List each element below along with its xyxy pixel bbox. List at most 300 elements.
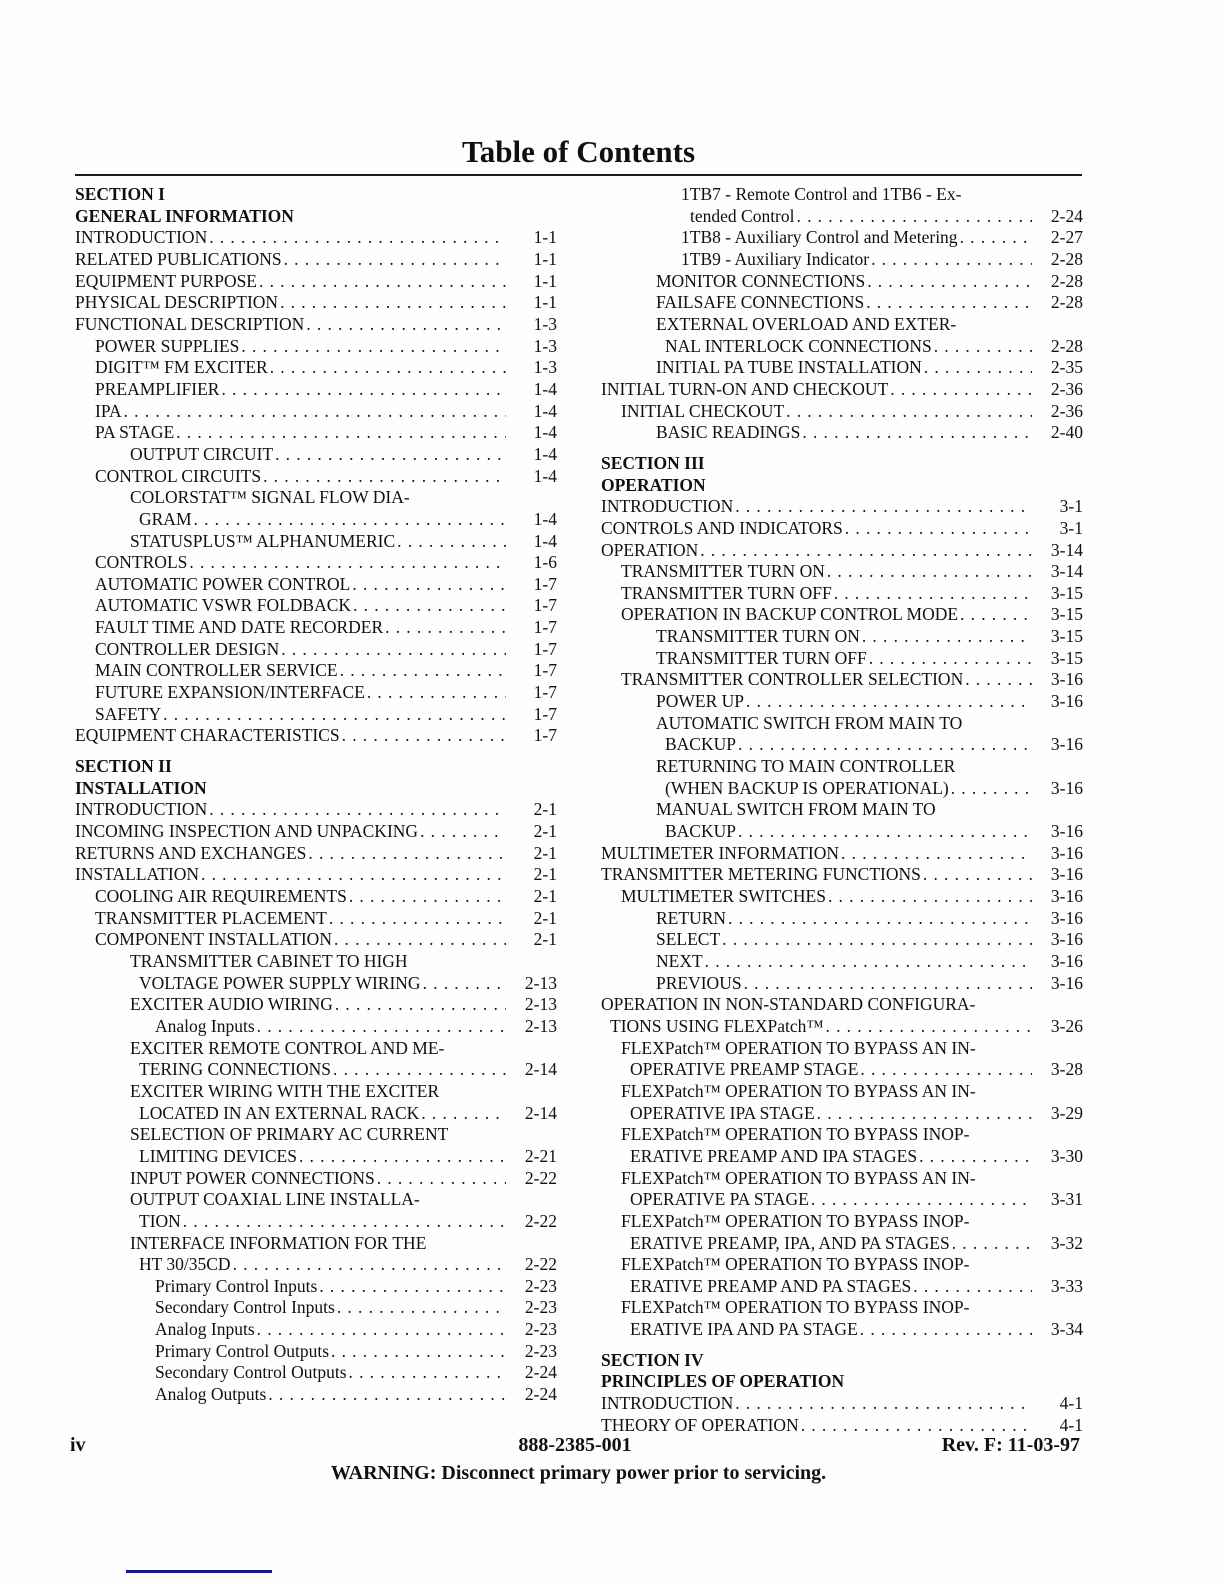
toc-entry-label: LIMITING DEVICES: [139, 1145, 297, 1166]
page-number: 2-27: [1050, 227, 1083, 248]
page-number: 2-1: [533, 907, 557, 928]
toc-entry: [601, 648, 1083, 670]
toc-entry-label: MULTIMETER SWITCHES: [621, 886, 826, 906]
page-number: 3-1: [1059, 496, 1083, 517]
toc-entry-line: TRANSMITTER CABINET TO HIGH: [130, 950, 408, 971]
toc-entry-row: [155, 1362, 557, 1384]
toc-entry-row: [95, 617, 557, 639]
page-number: 1-1: [533, 292, 557, 313]
dot-leader: [331, 1341, 506, 1363]
toc-entry: [601, 973, 1083, 995]
page-number: 3-15: [1050, 582, 1083, 603]
toc-entry-line: EXCITER WIRING WITH THE EXCITER: [130, 1080, 440, 1101]
page-number: 1-7: [533, 725, 557, 746]
page-number: 2-14: [524, 1059, 557, 1080]
toc-entry: [601, 1393, 1083, 1415]
toc-entry: [75, 1124, 557, 1167]
page-number: 3-16: [1050, 972, 1083, 993]
toc-entry: [75, 1189, 557, 1232]
toc-entry-row: [621, 886, 1083, 908]
page-number: 3-14: [1050, 561, 1083, 582]
toc-entry-line: EXTERNAL OVERLOAD AND EXTER-: [656, 313, 957, 334]
page-number: 3-32: [1050, 1232, 1083, 1253]
toc-entry-label: Analog Inputs: [155, 1015, 255, 1036]
dot-leader: [367, 682, 506, 704]
footer-document-number: 888-2385-001: [518, 1434, 632, 1456]
dot-leader: [349, 1362, 506, 1384]
toc-entry-label: RETURN: [656, 907, 726, 928]
page-number: 1-4: [533, 465, 557, 486]
page-number: 3-31: [1050, 1189, 1083, 1210]
section-header: [601, 1350, 1083, 1393]
toc-entry-label: BASIC READINGS: [656, 422, 801, 443]
toc-entry-label: TRANSMITTER TURN ON: [656, 626, 860, 647]
toc-entry-label: OUTPUT CIRCUIT: [130, 443, 274, 464]
page-number: 2-22: [524, 1210, 557, 1231]
toc-entry: [75, 314, 557, 336]
toc-entry: [601, 994, 1083, 1037]
page-number: 1-1: [533, 227, 557, 248]
section-header-line: PRINCIPLES OF OPERATION: [601, 1371, 845, 1392]
page-number: 1-4: [533, 443, 557, 464]
page-number: 1-6: [533, 552, 557, 573]
toc-entry-row: [656, 929, 1083, 951]
section-header: [75, 756, 557, 799]
page-number: 3-16: [1050, 907, 1083, 928]
toc-entry: [75, 552, 557, 574]
toc-entry: [75, 1081, 557, 1124]
page-number: 3-14: [1050, 539, 1083, 560]
dot-leader: [201, 864, 506, 886]
dot-leader: [952, 1233, 1032, 1255]
toc-entry-label: INTRODUCTION: [75, 227, 208, 248]
toc-entry-row: [621, 1276, 1083, 1298]
toc-entry: [601, 886, 1083, 908]
toc-entry: [601, 604, 1083, 626]
dot-leader: [423, 973, 506, 995]
toc-entry-label: INTRODUCTION: [601, 496, 734, 517]
dot-leader: [827, 561, 1032, 583]
toc-entry-row: [601, 1393, 1083, 1415]
toc-entry-label: COMPONENT INSTALLATION: [95, 929, 332, 950]
toc-entry-row: [155, 1016, 557, 1038]
toc-entry-line: FLEXPatch™ OPERATION TO BYPASS INOP-: [621, 1254, 970, 1275]
toc-entry: [601, 292, 1083, 314]
dot-leader: [270, 357, 506, 379]
toc-entry-row: [95, 574, 557, 596]
page-number: 2-1: [533, 929, 557, 950]
toc-entry: [75, 1297, 557, 1319]
toc-entry-label: tended Control: [690, 205, 795, 226]
toc-entry-row: [656, 292, 1083, 314]
toc-entry-row: [75, 271, 557, 293]
toc-entry-label: NAL INTERLOCK CONNECTIONS: [665, 335, 932, 356]
toc-entry-row: [656, 691, 1083, 713]
toc-entry: [601, 583, 1083, 605]
footer-revision: Rev. F: 11-03-97: [941, 1434, 1080, 1456]
toc-entry-row: [95, 929, 557, 951]
toc-entry-row: [130, 1146, 557, 1168]
toc-entry-label: BACKUP: [665, 734, 736, 755]
toc-entry: [601, 843, 1083, 865]
toc-entry-row: [75, 864, 557, 886]
toc-entry: [75, 951, 557, 994]
toc-entry: [601, 691, 1083, 713]
toc-entry: [75, 994, 557, 1016]
footer-page-number: iv: [70, 1434, 86, 1456]
toc-entry: [75, 799, 557, 821]
dot-leader: [421, 1103, 506, 1125]
toc-entry-row: [621, 583, 1083, 605]
page-number: 2-28: [1050, 292, 1083, 313]
toc-entry-label: ERATIVE PREAMP AND PA STAGES: [630, 1275, 912, 1296]
toc-entry-row: [130, 1059, 557, 1081]
footnote-rule: [126, 1570, 272, 1573]
page-number: 2-1: [533, 842, 557, 863]
section-header-line: SECTION II: [75, 756, 172, 777]
toc-entry-label: TRANSMITTER CONTROLLER SELECTION: [621, 669, 964, 690]
page-number: 1-7: [533, 617, 557, 638]
dot-leader: [919, 1146, 1032, 1168]
toc-entry: [601, 184, 1083, 227]
toc-entry: [75, 864, 557, 886]
toc-entry: [601, 1168, 1083, 1211]
dot-leader: [924, 357, 1032, 379]
toc-entry-row: [130, 444, 557, 466]
toc-entry-row: [95, 639, 557, 661]
toc-entry-line: OPERATION IN NON-STANDARD CONFIGURA-: [601, 994, 976, 1015]
toc-entry-line: 1TB7 - Remote Control and 1TB6 - Ex-: [681, 184, 962, 204]
section-header: [75, 184, 557, 227]
toc-entry-label: PREVIOUS: [656, 972, 742, 993]
toc-entry-line: EXCITER REMOTE CONTROL AND ME-: [130, 1037, 445, 1058]
toc-entry-label: Secondary Control Inputs: [155, 1297, 335, 1318]
dot-leader: [722, 929, 1032, 951]
section-header-line: GENERAL INFORMATION: [75, 205, 294, 226]
toc-entry: [601, 713, 1083, 756]
toc-entry: [75, 401, 557, 423]
dot-leader: [797, 206, 1033, 228]
toc-entry-row: [75, 227, 557, 249]
toc-entry-label: OPERATIVE PA STAGE: [630, 1189, 809, 1210]
dot-leader: [281, 639, 506, 661]
toc-entry-row: [621, 401, 1083, 423]
page-number: 3-16: [1050, 669, 1083, 690]
page-number: 3-28: [1050, 1059, 1083, 1080]
page-number: 1-7: [533, 703, 557, 724]
page-number: 3-26: [1050, 1015, 1083, 1036]
toc-entry-row: [95, 682, 557, 704]
dot-leader: [335, 994, 506, 1016]
page-number: 1-4: [533, 378, 557, 399]
toc-entry-line: OUTPUT COAXIAL LINE INSTALLA-: [130, 1189, 420, 1210]
toc-entry-row: [95, 704, 557, 726]
page-number: 1-7: [533, 595, 557, 616]
dot-leader: [209, 799, 506, 821]
dot-leader: [377, 1168, 506, 1190]
toc-entry-label: TION: [139, 1210, 181, 1231]
toc-entry-row: [95, 908, 557, 930]
toc-entry-row: [601, 540, 1083, 562]
toc-entry-label: (WHEN BACKUP IS OPERATIONAL): [665, 777, 949, 798]
toc-entry: [75, 725, 557, 747]
toc-entry-label: OPERATIVE IPA STAGE: [630, 1102, 815, 1123]
dot-leader: [284, 249, 506, 271]
toc-entry-label: Primary Control Inputs: [155, 1275, 318, 1296]
dot-leader: [353, 595, 506, 617]
dot-leader: [960, 227, 1032, 249]
dot-leader: [934, 336, 1032, 358]
page-number: 1-1: [533, 248, 557, 269]
toc-entry-label: IPA: [95, 400, 122, 421]
page-number: 1-3: [533, 313, 557, 334]
toc-entry-label: ERATIVE PREAMP AND IPA STAGES: [630, 1145, 918, 1166]
dot-leader: [280, 292, 506, 314]
toc-entry: [75, 704, 557, 726]
toc-entry-label: GRAM: [139, 508, 192, 529]
toc-entry: [601, 756, 1083, 799]
toc-entry-label: RETURNS AND EXCHANGES: [75, 842, 307, 863]
page-number: 2-1: [533, 864, 557, 885]
dot-leader: [841, 843, 1032, 865]
dot-leader: [221, 379, 506, 401]
page-number: 3-33: [1050, 1275, 1083, 1296]
page-title: Table of Contents: [461, 134, 696, 169]
toc-entry-label: CONTROLS AND INDICATORS: [601, 517, 843, 538]
toc-entry-label: MONITOR CONNECTIONS: [656, 270, 866, 291]
toc-entry-label: COOLING AIR REQUIREMENTS: [95, 886, 347, 906]
dot-leader: [124, 401, 506, 423]
toc-entry: [601, 422, 1083, 444]
page-number: 3-30: [1050, 1145, 1083, 1166]
dot-leader: [342, 725, 506, 747]
dot-leader: [352, 574, 506, 596]
toc-entry: [75, 595, 557, 617]
dot-leader: [176, 422, 506, 444]
dot-leader: [340, 660, 506, 682]
toc-entry: [75, 1168, 557, 1190]
section-header: [601, 453, 1083, 496]
toc-entry: [75, 271, 557, 293]
page-number: 3-15: [1050, 626, 1083, 647]
toc-entry-label: TERING CONNECTIONS: [139, 1059, 332, 1080]
page-number: 2-23: [524, 1319, 557, 1340]
toc-entry-row: [621, 604, 1083, 626]
toc-entry-row: [95, 595, 557, 617]
dot-leader: [817, 1103, 1032, 1125]
toc-entry-row: [95, 357, 557, 379]
toc-entry-row: [95, 401, 557, 423]
toc-entry: [75, 886, 557, 908]
page-number: 2-1: [533, 799, 557, 820]
dot-leader: [834, 583, 1032, 605]
toc-entry-row: [621, 1233, 1083, 1255]
page-number: 1-4: [533, 508, 557, 529]
dot-leader: [306, 314, 506, 336]
toc-entry-row: [656, 908, 1083, 930]
toc-entry: [75, 336, 557, 358]
page-number: 3-16: [1050, 691, 1083, 712]
toc-entry-label: PREAMPLIFIER: [95, 378, 220, 399]
page-number: 2-1: [533, 821, 557, 842]
toc-entry-line: FLEXPatch™ OPERATION TO BYPASS INOP-: [621, 1124, 970, 1145]
toc-entry-label: DIGIT™ FM EXCITER: [95, 357, 268, 378]
toc-entry-line: COLORSTAT™ SIGNAL FLOW DIA-: [130, 487, 410, 508]
toc-entry-line: RETURNING TO MAIN CONTROLLER: [656, 756, 956, 777]
toc-entry-row: [621, 1059, 1083, 1081]
page-number: 3-16: [1050, 864, 1083, 885]
page-number: 3-34: [1050, 1319, 1083, 1340]
dot-leader: [257, 1319, 506, 1341]
toc-entry: [601, 227, 1083, 249]
page-number: 1-3: [533, 357, 557, 378]
toc-entry-label: CONTROLLER DESIGN: [95, 638, 280, 659]
toc-entry-row: [601, 379, 1083, 401]
page-number: 4-1: [1059, 1414, 1083, 1435]
page-number: 2-28: [1050, 270, 1083, 291]
dot-leader: [786, 401, 1032, 423]
toc-entry-label: INITIAL PA TUBE INSTALLATION: [656, 357, 922, 378]
footer-row: [70, 1434, 1080, 1458]
toc-entry: [75, 660, 557, 682]
page-number: 2-23: [524, 1275, 557, 1296]
toc-entry: [75, 1341, 557, 1363]
toc-entry: [601, 518, 1083, 540]
dot-leader: [913, 1276, 1032, 1298]
toc-entry-row: [130, 1254, 557, 1276]
toc-entry-row: [656, 336, 1083, 358]
toc-entry-line: FLEXPatch™ OPERATION TO BYPASS INOP-: [621, 1297, 970, 1318]
dot-leader: [960, 604, 1032, 626]
toc-entry: [75, 357, 557, 379]
toc-entry-row: [95, 886, 557, 908]
toc-entry-label: OPERATIVE PREAMP STAGE: [630, 1059, 859, 1080]
toc-entry-line: FLEXPatch™ OPERATION TO BYPASS AN IN-: [621, 1037, 976, 1058]
toc-entry-row: [656, 973, 1083, 995]
page-number: 3-16: [1050, 842, 1083, 863]
toc-entry-label: BACKUP: [665, 821, 736, 842]
toc-entry-row: [656, 648, 1083, 670]
toc-entry-row: [75, 249, 557, 271]
page-number: 2-23: [524, 1340, 557, 1361]
page-number: 2-14: [524, 1102, 557, 1123]
toc-entry-row: [130, 973, 557, 995]
toc-entry-label: EQUIPMENT CHARACTERISTICS: [75, 725, 340, 746]
toc-entry-row: [621, 1189, 1083, 1211]
toc-entry-label: TRANSMITTER TURN OFF: [656, 647, 867, 668]
toc-entry-line: MANUAL SWITCH FROM MAIN TO: [656, 799, 936, 820]
toc-entry-label: NEXT: [656, 950, 703, 971]
dot-leader: [263, 466, 506, 488]
toc-entry-row: [130, 1168, 557, 1190]
toc-entry: [601, 314, 1083, 357]
section-header-line: SECTION IV: [601, 1349, 704, 1370]
page-number: 2-13: [524, 994, 557, 1015]
toc-entry-label: RELATED PUBLICATIONS: [75, 248, 282, 269]
page-number: 2-36: [1050, 378, 1083, 399]
toc-entry-row: [681, 249, 1083, 271]
toc-entry-row: [95, 660, 557, 682]
dot-leader: [183, 1211, 506, 1233]
page-number: 3-16: [1050, 950, 1083, 971]
toc-entry-row: [656, 778, 1083, 800]
toc-entry-row: [95, 379, 557, 401]
toc-entry: [75, 908, 557, 930]
toc-entry: [75, 1362, 557, 1384]
toc-entry-label: EXCITER AUDIO WIRING: [130, 994, 333, 1015]
toc-entry: [601, 540, 1083, 562]
toc-entry-label: INITIAL TURN-ON AND CHECKOUT: [601, 378, 889, 399]
page-number: 1-7: [533, 573, 557, 594]
toc-entry-row: [130, 994, 557, 1016]
dot-leader: [871, 249, 1032, 271]
toc-entry: [75, 487, 557, 530]
toc-entry-label: Primary Control Outputs: [155, 1340, 330, 1361]
toc-entry-row: [601, 1016, 1083, 1038]
page-number: 3-15: [1050, 647, 1083, 668]
page-number: 3-29: [1050, 1102, 1083, 1123]
toc-entry-row: [75, 314, 557, 336]
toc-entry-row: [95, 336, 557, 358]
page-number: 2-13: [524, 1015, 557, 1036]
dot-leader: [319, 1276, 506, 1298]
toc-entry-label: SELECT: [656, 929, 721, 950]
toc-entry-label: INSTALLATION: [75, 864, 199, 885]
toc-entry: [75, 227, 557, 249]
toc-entry: [601, 1081, 1083, 1124]
toc-entry: [601, 249, 1083, 271]
toc-entry-row: [621, 1103, 1083, 1125]
page-number: 3-15: [1050, 604, 1083, 625]
toc-entry-row: [601, 864, 1083, 886]
toc-entry-label: CONTROLS: [95, 552, 188, 573]
toc-entry-label: Analog Outputs: [155, 1384, 267, 1405]
page-number: 1-7: [533, 682, 557, 703]
page-number: 2-13: [524, 972, 557, 993]
dot-leader: [705, 951, 1032, 973]
toc-entry-label: THEORY OF OPERATION: [601, 1414, 799, 1435]
dot-leader: [811, 1189, 1032, 1211]
toc-entry-label: VOLTAGE POWER SUPPLY WIRING: [139, 972, 421, 993]
toc-entry-label: INITIAL CHECKOUT: [621, 400, 785, 421]
dot-leader: [738, 734, 1032, 756]
toc-entry: [601, 626, 1083, 648]
toc-entry: [75, 379, 557, 401]
toc-entry-label: SAFETY: [95, 703, 162, 724]
page-number: 3-16: [1050, 929, 1083, 950]
dot-leader: [860, 1059, 1032, 1081]
toc-entry-label: MULTIMETER INFORMATION: [601, 842, 840, 863]
toc-entry-row: [621, 561, 1083, 583]
toc-entry-row: [155, 1297, 557, 1319]
toc-entry-row: [656, 271, 1083, 293]
toc-entry-row: [155, 1384, 557, 1406]
dot-leader: [744, 973, 1032, 995]
toc-entry-row: [95, 466, 557, 488]
toc-entry-label: TIONS USING FLEXPatch™: [610, 1015, 824, 1036]
toc-entry-label: Analog Inputs: [155, 1319, 255, 1340]
toc-entry-label: TRANSMITTER METERING FUNCTIONS: [601, 864, 921, 885]
toc-entry-label: INTRODUCTION: [75, 799, 208, 820]
dot-leader: [299, 1146, 506, 1168]
toc-entry-label: ERATIVE PREAMP, IPA, AND PA STAGES: [630, 1232, 950, 1253]
dot-leader: [275, 444, 506, 466]
page-number: 3-16: [1050, 734, 1083, 755]
page-number: 4-1: [1059, 1393, 1083, 1414]
toc-entry-row: [75, 799, 557, 821]
toc-entry-label: PHYSICAL DESCRIPTION: [75, 292, 279, 313]
toc-entry: [75, 531, 557, 553]
